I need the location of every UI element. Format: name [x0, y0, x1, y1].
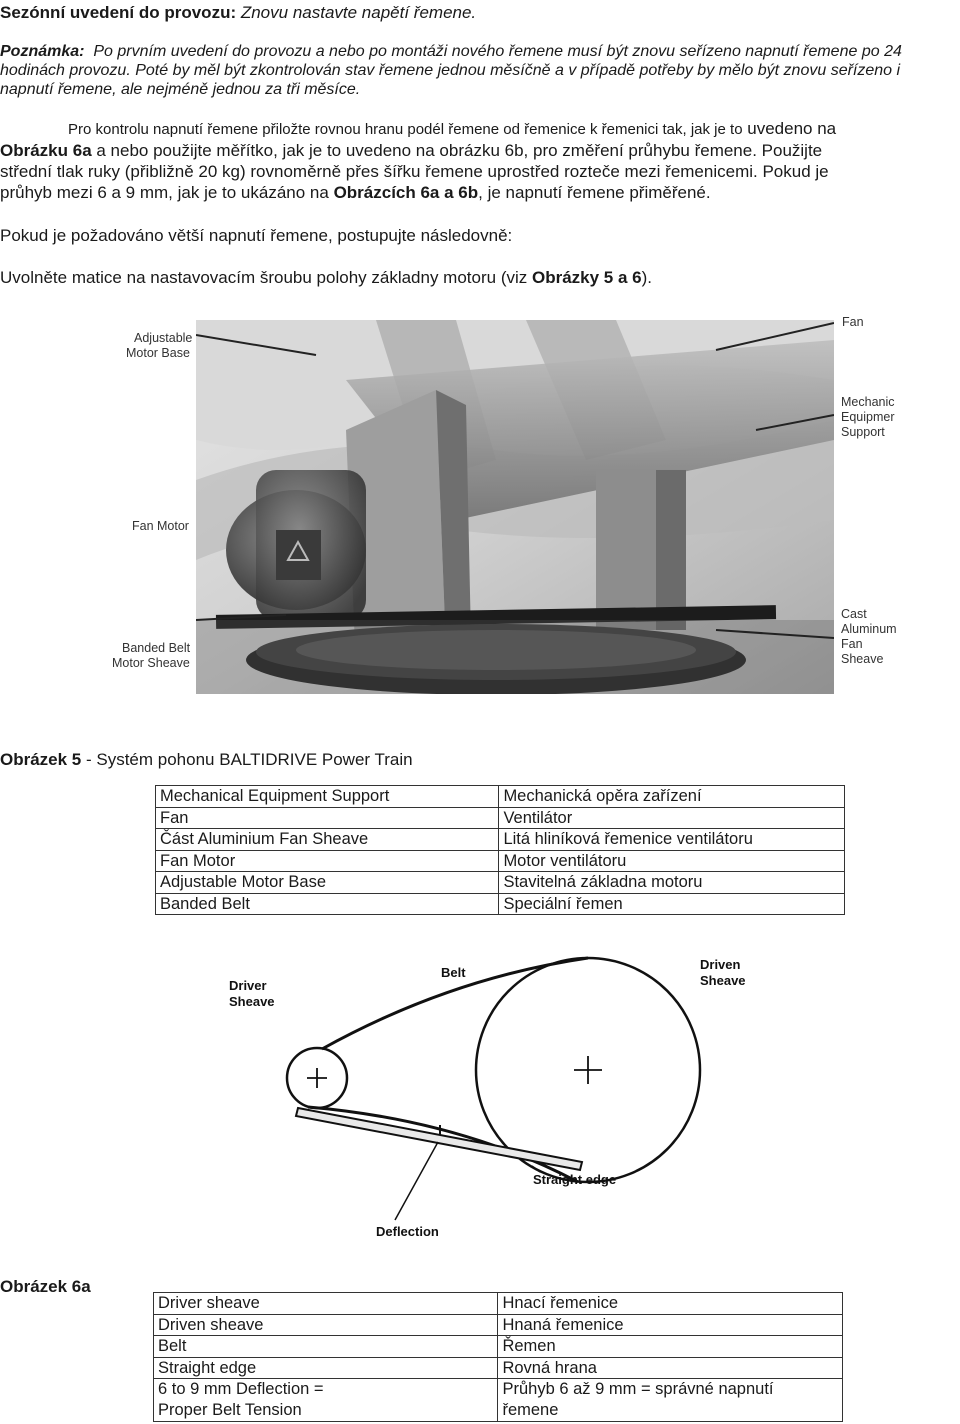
label-cast-line1: Cast — [841, 607, 867, 621]
para1-line1a: Pro kontrolu napnutí řemene přiložte rovnou hranu podél řemene od řemenice k řemenici tak, jak je to — [68, 121, 743, 138]
table-cell: Mechanická opěra zařízení — [499, 786, 845, 808]
paragraph-belt-check — [0, 118, 960, 203]
figure5-caption-rest: - Systém pohonu BALTIDRIVE Power Train — [81, 750, 413, 769]
table-row — [156, 829, 845, 851]
belt-deflection-diagram — [200, 950, 760, 1250]
table-row — [156, 893, 845, 915]
cell-line: řemene — [502, 1401, 559, 1419]
table-cell: Hnací řemenice — [498, 1293, 843, 1315]
table-row — [156, 807, 845, 829]
table-row — [154, 1379, 843, 1422]
table-cell: Mechanical Equipment Support — [156, 786, 499, 808]
label-driver-line1: Driver — [229, 978, 267, 993]
table-cell: Hnaná řemenice — [498, 1314, 843, 1336]
label-mech-line3: Support — [841, 425, 885, 439]
table-cell: Banded Belt — [156, 893, 499, 915]
table-cell: Speciální řemen — [499, 893, 845, 915]
cell-line: Průhyb 6 až 9 mm = správné napnutí — [502, 1380, 774, 1398]
note-line-1: Po prvním uvedení do provozu a nebo po montáži nového řemene musí být znovu seřízeno napnutí řemene po 24 — [93, 43, 902, 60]
label-cast-line4: Sheave — [841, 652, 884, 666]
note-block — [0, 42, 960, 99]
table-cell — [498, 1379, 843, 1422]
label-fan-motor: Fan Motor — [132, 519, 189, 533]
paragraph-more-tension: Pokud je požadováno větší napnutí řemene, postupujte následovně: — [0, 226, 513, 245]
straight-edge-bar — [296, 1108, 582, 1170]
table-cell: Fan — [156, 807, 499, 829]
label-fan: Fan — [842, 315, 864, 329]
label-driven-line1: Driven — [700, 957, 741, 972]
label-cast-aluminum-fan-sheave — [841, 607, 897, 667]
label-banded-line1: Banded Belt — [122, 641, 191, 655]
table-cell: Litá hliníková řemenice ventilátoru — [499, 829, 845, 851]
table-cell: Rovná hrana — [498, 1357, 843, 1379]
label-adjustable-line2: Motor Base — [126, 346, 190, 360]
para1-line1b: uvedeno na — [747, 119, 837, 138]
label-driver-line2: Sheave — [229, 994, 275, 1009]
para1-ref-6a6b: Obrázcích 6a a 6b — [333, 183, 479, 202]
label-cast-line2: Aluminum — [841, 622, 897, 636]
note-label: Poznámka: — [0, 43, 85, 60]
label-deflection: Deflection — [376, 1224, 439, 1239]
table-cell: Ventilátor — [499, 807, 845, 829]
table-row — [154, 1357, 843, 1379]
para3-ref: Obrázky 5 a 6 — [531, 268, 642, 287]
label-adjustable-line1: Adjustable — [134, 331, 193, 345]
table-cell: Adjustable Motor Base — [156, 872, 499, 894]
table-cell: Motor ventilátoru — [499, 850, 845, 872]
figure5-caption-bold: Obrázek 5 — [0, 750, 82, 769]
label-driven-sheave — [700, 957, 746, 989]
cell-line: 6 to 9 mm Deflection = — [158, 1380, 324, 1398]
table-row — [156, 786, 845, 808]
figure6a-caption: Obrázek 6a — [0, 1277, 91, 1296]
note-line-2: hodinách provozu. Poté by měl být zkontrolován stav řemene jednou měsíčně a v případě potřeby by mělo být znovu seřízeno i — [0, 62, 901, 79]
para1-line4a: průhyb mezi 6 a 9 mm, jak je to ukázáno na — [0, 183, 334, 202]
label-mech-line1: Mechanic — [841, 395, 895, 409]
label-cast-line3: Fan — [841, 637, 863, 651]
table-cell: Stavitelná základna motoru — [499, 872, 845, 894]
table-row — [154, 1293, 843, 1315]
belt-deflection-svg — [200, 950, 760, 1250]
table-cell: Část Aluminium Fan Sheave — [156, 829, 499, 851]
table-row — [156, 872, 845, 894]
table-cell: Straight edge — [154, 1357, 498, 1379]
label-belt: Belt — [441, 965, 466, 980]
heading-italic: Znovu nastavte napětí řemene. — [236, 3, 477, 22]
label-straight-edge: Straight edge — [533, 1172, 617, 1187]
table-cell: Driver sheave — [154, 1293, 498, 1315]
note-line-3: napnutí řemene, ale nejméně jednou za tři měsíce. — [0, 81, 361, 98]
pointer-deflection — [395, 1142, 438, 1220]
figure6a-glossary-table — [153, 1292, 843, 1422]
table-cell — [154, 1379, 498, 1422]
para3-a: Uvolněte matice na nastavovacím šroubu polohy základny motoru (viz — [0, 268, 532, 287]
paragraph-loosen-nuts — [0, 267, 652, 288]
figure5-glossary-table — [155, 785, 845, 915]
label-adjustable-motor-base — [126, 331, 193, 361]
label-mechanical-equipment-support — [841, 395, 895, 440]
para1-line3: střední tlak ruky (přibližně 20 kg) rovnoměrně přes šířku řemene uprostřed rozteče mezi řemenicemi. Pokud je — [0, 162, 829, 181]
label-driven-line2: Sheave — [700, 973, 746, 988]
para1-line4c: , je napnutí řemene přiměřené. — [478, 183, 711, 202]
table-row — [154, 1336, 843, 1358]
cell-line: Proper Belt Tension — [158, 1401, 302, 1419]
heading-bold: Sezónní uvedení do provozu: — [0, 3, 237, 22]
drive-system-photo — [196, 320, 834, 694]
page-heading — [0, 3, 476, 23]
label-banded-line2: Motor Sheave — [112, 656, 190, 670]
drive-system-illustration — [196, 320, 834, 694]
table-cell: Driven sheave — [154, 1314, 498, 1336]
label-driver-sheave — [229, 978, 275, 1010]
table-row — [156, 850, 845, 872]
label-banded-belt-motor-sheave — [112, 641, 190, 671]
para3-c: ). — [641, 268, 652, 287]
table-cell: Belt — [154, 1336, 498, 1358]
para1-ref-6a: Obrázku 6a — [0, 141, 92, 160]
label-mech-line2: Equipmer — [841, 410, 895, 424]
table-cell: Řemen — [498, 1336, 843, 1358]
table-row — [154, 1314, 843, 1336]
figure5-caption — [0, 749, 413, 770]
table-cell: Fan Motor — [156, 850, 499, 872]
para1-line2: a nebo použijte měřítko, jak je to uvedeno na obrázku 6b, pro změření průhybu řemene. Použijte — [91, 141, 823, 160]
